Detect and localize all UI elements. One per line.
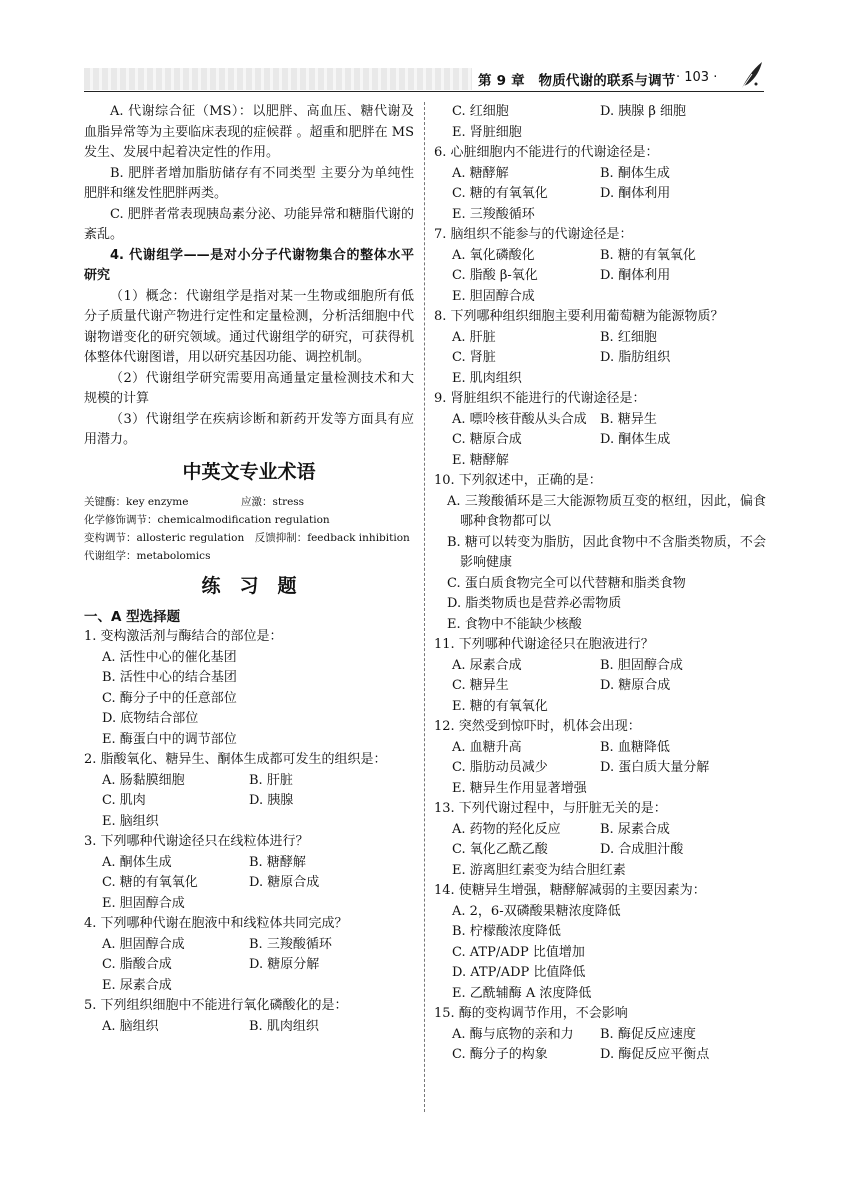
question-options [84,1017,414,1038]
question-stem: 14. 使糖异生增强，糖酵解减弱的主要因素为： [434,883,706,898]
option: A. 肝脏 [452,329,496,345]
option: B. 柠檬酸浓度降低 [452,924,561,939]
paragraph: （1）概念：代谢组学是指对某一生物或细胞所有低分子质量代谢产物进行定性和定量检测，分析活细胞中代谢物谱变化的研究领域。通过代谢组学的研究，可获得机体整体代谢图谱，用以研究基因功能、调控机制。 [84,288,414,365]
option: E. 肾脏细胞 [452,124,522,140]
term-line: 关键酶：key enzyme 应激：stress [84,495,305,508]
question-stem: 7. 脑组织不能参与的代谢途径是： [434,227,633,242]
option: A. 药物的羟化反应 [452,821,561,837]
option: C. 糖的有氧氧化 [102,875,198,890]
option: D. 胰腺 β 细胞 [600,104,687,119]
paragraph: B. 肥胖者增加脂肪储存有不同类型 主要分为单纯性肥胖和继发性肥胖两类。 [84,165,414,201]
option: B. 酮体生成 [600,165,670,181]
option: C. 酶分子的构象 [452,1047,548,1062]
paragraph: （3）代谢组学在疾病诊断和新药开发等方面具有应用潜力。 [84,411,414,447]
question-options [434,492,766,636]
option: B. 血糖降低 [600,739,670,755]
option: C. 糖异生 [452,678,509,693]
option: D. 糖原合成 [600,678,671,693]
option: A. 胆固醇合成 [102,936,185,952]
question-options [434,102,766,143]
question-options [434,656,766,718]
option: B. 糖异生 [600,411,657,427]
option: D. ATP/ADP 比值降低 [452,965,586,980]
option: E. 游离胆红素变为结合胆红素 [452,862,626,878]
option: B. 糖酵解 [249,854,306,870]
option: A. 嘌呤核苷酸从头合成 [452,411,587,427]
question-options [84,771,414,833]
option: D. 酮体生成 [600,432,671,447]
option: B. 肝脏 [249,772,293,788]
question-options [84,935,414,997]
option: A. 尿素合成 [452,657,522,673]
option: B. 肌肉组织 [249,1018,319,1034]
option: B. 活性中心的结合基团 [102,670,237,685]
paragraph: C. 肥胖者常表现胰岛素分泌、功能异常和糖脂代谢的紊乱。 [84,206,414,242]
option: D. 脂肪组织 [600,350,671,365]
question-stem: 4. 下列哪种代谢在胞液中和线粒体共同完成？ [84,916,348,931]
option: D. 胰腺 [249,793,294,808]
terms-title: 中英文专业术语 [182,460,316,483]
question-stem: 12. 突然受到惊吓时，机体会出现： [434,719,641,734]
option: B. 糖可以转变为脂肪，因此食物中不含脂类物质，不会影响健康 [447,534,766,570]
left-column [84,102,414,1037]
option: D. 糖原合成 [249,875,320,890]
option: E. 脑组织 [102,813,159,829]
option: A. 血糖升高 [452,739,522,755]
option: B. 胆固醇合成 [600,657,683,673]
option: B. 尿素合成 [600,821,670,837]
paragraph: A. 代谢综合征（MS）：以肥胖、高血压、糖代谢及血脂异常等为主要临床表现的症候群 。超重和肥胖在 MS 发生、发展中起着决定性的作用。 [84,104,414,160]
option: B. 糖的有氧氧化 [600,247,696,263]
option: C. 蛋白质食物完全可以代替糖和脂类食物 [447,575,686,591]
option: D. 酮体利用 [600,186,671,201]
option: A. 2，6-双磷酸果糖浓度降低 [452,903,621,919]
question-stem: 10. 下列叙述中，正确的是： [434,473,602,488]
option: A. 肠黏膜细胞 [102,772,185,788]
question-stem: 11. 下列哪种代谢途径只在胞液进行？ [434,637,654,652]
question-options [84,853,414,915]
option: C. 肌肉 [102,793,146,808]
option: C. 脂酸 β-氧化 [452,268,538,283]
option: A. 氧化磷酸化 [452,247,535,263]
question-options [434,902,766,1005]
question-stem: 3. 下列哪种代谢途径只在线粒体进行？ [84,834,309,849]
option: E. 三羧酸循环 [452,206,535,222]
question-stem: 5. 下列组织细胞中不能进行氧化磷酸化的是： [84,998,348,1013]
option: E. 肌肉组织 [452,370,522,386]
term-line: 代谢组学：metabolomics [84,549,211,562]
option: D. 酶促反应平衡点 [600,1047,710,1062]
question-stem: 15. 酶的变构调节作用，不会影响 [434,1006,628,1021]
option: C. 脂肪动员减少 [452,760,548,775]
question-options [434,246,766,308]
option: E. 尿素合成 [102,977,172,993]
option: D. 糖原分解 [249,957,320,972]
question-options [434,164,766,226]
paragraph: （2）代谢组学研究需要用高通量定量检测技术和大规模的计算 [84,370,414,406]
feather-icon [738,60,764,92]
question-options [434,820,766,882]
option: E. 胆固醇合成 [102,895,185,911]
question-stem: 13. 下列代谢过程中，与肝脏无关的是： [434,801,667,816]
exercise-title: 练 习 题 [201,574,297,597]
option: E. 食物中不能缺少核酸 [447,616,582,632]
option: C. 肾脏 [452,350,496,365]
option: A. 脑组织 [102,1018,159,1034]
option: D. 脂类物质也是营养必需物质 [447,596,622,611]
option: E. 乙酰辅酶 A 浓度降低 [452,985,592,1001]
option: A. 糖酵解 [452,165,509,181]
question-options [434,1025,766,1066]
option: D. 酮体利用 [600,268,671,283]
question-options [434,410,766,472]
option: E. 胆固醇合成 [452,288,535,304]
question-options [434,328,766,390]
option: A. 活性中心的催化基团 [102,649,237,665]
option: A. 酮体生成 [102,854,172,870]
option: C. 糖的有氧氧化 [452,186,548,201]
option: E. 糖的有氧氧化 [452,698,548,714]
option: C. ATP/ADP 比值增加 [452,944,585,960]
page-number: · 103 · [676,70,718,85]
option: C. 脂酸合成 [102,957,172,972]
option: D. 蛋白质大量分解 [600,760,710,775]
option: E. 酶蛋白中的调节部位 [102,731,237,747]
column-divider [424,102,425,1112]
option: E. 糖酵解 [452,452,509,468]
right-column [434,102,766,1066]
question-options [84,648,414,751]
section-title: 一、A 型选择题 [84,608,181,625]
option: C. 酶分子中的任意部位 [102,690,237,706]
option: C. 氧化乙酰乙酸 [452,842,548,857]
option: A. 酶与底物的亲和力 [452,1026,574,1042]
option: C. 糖原合成 [452,432,522,447]
question-options [434,738,766,800]
option: C. 红细胞 [452,104,509,119]
option: B. 三羧酸循环 [249,936,332,952]
option: E. 糖异生作用显著增强 [452,780,587,796]
header-rule [84,91,764,92]
term-line: 化学修饰调节：chemicalmodification regulation [84,513,330,526]
option: B. 酶促反应速度 [600,1026,696,1042]
option: D. 合成胆汁酸 [600,842,684,857]
question-stem: 8. 下列哪种组织细胞主要利用葡萄糖为能源物质？ [434,309,724,324]
section-heading: 4. 代谢组学——是对小分子代谢物集合的整体水平研究 [84,247,414,283]
question-stem: 9. 肾脏组织不能进行的代谢途径是： [434,391,646,406]
question-stem: 1. 变构激活剂与酶结合的部位是： [84,629,283,644]
option: D. 底物结合部位 [102,711,199,726]
chapter-header: 第 9 章 物质代谢的联系与调节 [478,73,676,89]
option: A. 三羧酸循环是三大能源物质互变的枢纽，因此，偏食哪种食物都可以 [447,493,766,529]
term-line: 变构调节：allosteric regulation 反馈抑制：feedback inhibition [84,531,410,544]
option: B. 红细胞 [600,329,657,345]
header-decoration [84,68,472,90]
question-stem: 2. 脂酸氧化、糖异生、酮体生成都可发生的组织是： [84,752,387,767]
question-stem: 6. 心脏细胞内不能进行的代谢途径是： [434,145,659,160]
